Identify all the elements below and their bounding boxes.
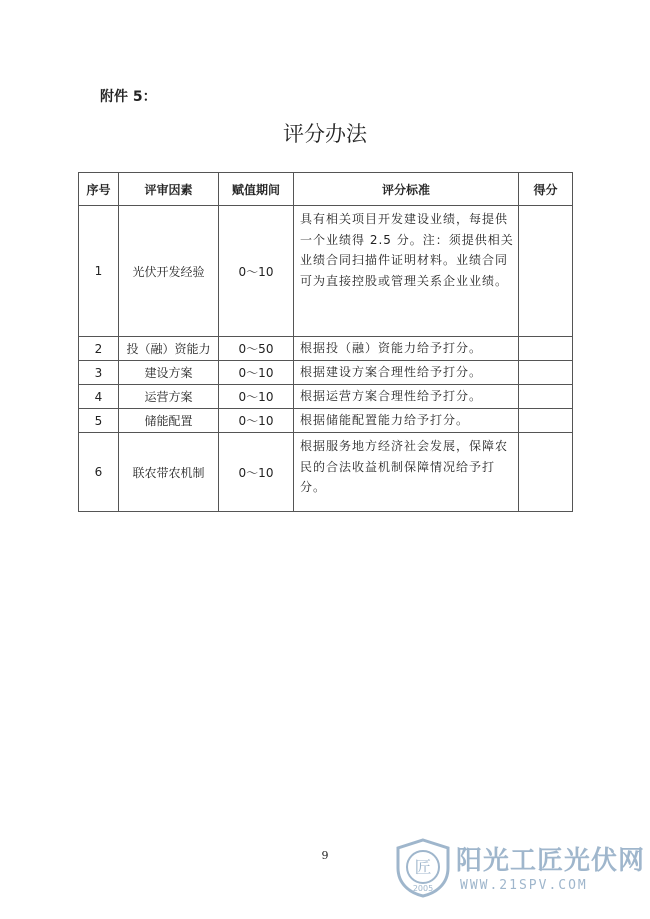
cell-factor: 光伏开发经验: [119, 206, 219, 337]
cell-criteria: 根据投（融）资能力给予打分。: [294, 337, 519, 361]
cell-range: 0～50: [219, 337, 294, 361]
cell-no: 1: [79, 206, 119, 337]
cell-criteria: 根据运营方案合理性给予打分。: [294, 385, 519, 409]
table-header-row: [79, 173, 573, 206]
table-row: [79, 337, 573, 361]
table-row: [79, 361, 573, 385]
page-title: 评分办法: [283, 122, 367, 146]
cell-criteria: 根据建设方案合理性给予打分。: [294, 361, 519, 385]
cell-factor: 运营方案: [119, 385, 219, 409]
cell-no: 2: [79, 337, 119, 361]
column-header-factor: 评审因素: [119, 173, 219, 206]
cell-factor: 联农带农机制: [119, 433, 219, 512]
cell-no: 5: [79, 409, 119, 433]
cell-score: [519, 385, 573, 409]
cell-range: 0～10: [219, 433, 294, 512]
cell-score: [519, 337, 573, 361]
table-row: [79, 433, 573, 512]
cell-score: [519, 409, 573, 433]
cell-range: 0～10: [219, 385, 294, 409]
cell-score: [519, 433, 573, 512]
watermark-url: WWW.21SPV.COM: [460, 878, 588, 893]
cell-range: 0～10: [219, 206, 294, 337]
cell-no: 3: [79, 361, 119, 385]
table-row: [79, 409, 573, 433]
watermark-logo-char: 匠: [414, 858, 432, 878]
watermark-logo-year: 2005: [412, 884, 434, 893]
scoring-table: [78, 172, 573, 512]
column-header-range: 赋值期间: [219, 173, 294, 206]
table-row: [79, 206, 573, 337]
attachment-label: 附件 5：: [100, 89, 157, 105]
watermark-site-name: 阳光工匠光伏网: [456, 846, 646, 876]
cell-factor: 投（融）资能力: [119, 337, 219, 361]
column-header-score: 得分: [519, 173, 573, 206]
watermark-shield-logo-icon: [394, 838, 452, 898]
table-row: [79, 385, 573, 409]
watermark: [394, 838, 644, 898]
cell-criteria: 根据储能配置能力给予打分。: [294, 409, 519, 433]
cell-no: 6: [79, 433, 119, 512]
cell-score: [519, 361, 573, 385]
cell-range: 0～10: [219, 361, 294, 385]
cell-score: [519, 206, 573, 337]
cell-range: 0～10: [219, 409, 294, 433]
cell-factor: 建设方案: [119, 361, 219, 385]
column-header-criteria: 评分标准: [294, 173, 519, 206]
cell-factor: 储能配置: [119, 409, 219, 433]
page-number: 9: [321, 849, 329, 862]
cell-criteria: 具有相关项目开发建设业绩，每提供一个业绩得 2.5 分。注：须提供相关业绩合同扫描件证明材料。业绩合同可为直接控股或管理关系企业业绩。: [294, 206, 519, 337]
cell-no: 4: [79, 385, 119, 409]
cell-criteria: 根据服务地方经济社会发展，保障农民的合法收益机制保障情况给予打分。: [294, 433, 519, 512]
column-header-no: 序号: [79, 173, 119, 206]
